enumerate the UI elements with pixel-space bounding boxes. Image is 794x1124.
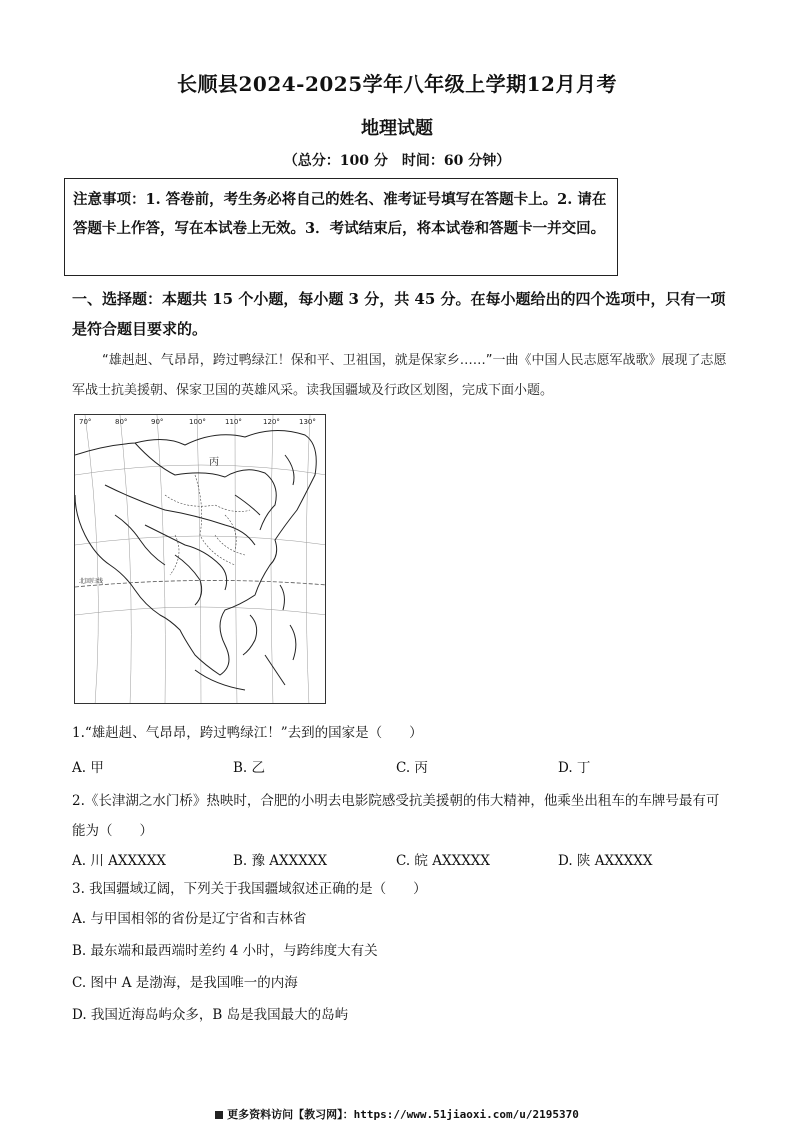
exam-title: 长顺县2024-2025学年八年级上学期12月月考 bbox=[177, 72, 617, 96]
score-time-line: （总分：100 分 时间：60 分钟） bbox=[283, 153, 511, 169]
question-1-option-b[interactable]: B. 乙 bbox=[233, 760, 266, 776]
footer bbox=[0, 1106, 794, 1122]
china-map bbox=[74, 414, 326, 704]
question-2 bbox=[72, 786, 732, 846]
lon-90-label: 90° bbox=[151, 418, 164, 426]
question-2-option-d[interactable]: D. 陕 AXXXXX bbox=[558, 853, 653, 869]
question-1 bbox=[72, 722, 732, 744]
exam-subtitle: 地理试题 bbox=[361, 118, 433, 139]
map-label-bing: 丙 bbox=[209, 457, 219, 468]
map-graphic bbox=[75, 415, 326, 704]
question-2-option-a[interactable]: A. 川 AXXXXX bbox=[72, 853, 166, 869]
section-heading: 一、选择题：本题共 15 个小题，每小题 3 分，共 45 分。在每小题给出的四个选项中，只有一项是符合题目要求的。 bbox=[72, 290, 726, 338]
tropic-label: 北回归线 bbox=[79, 578, 104, 585]
lon-110-label: 110° bbox=[225, 418, 242, 426]
lon-80-label: 80° bbox=[115, 418, 128, 426]
lon-100-label: 100° bbox=[189, 418, 206, 426]
question-3-option-d[interactable]: D. 我国近海岛屿众多，B 岛是我国最大的岛屿 bbox=[72, 1007, 349, 1023]
lon-70-label: 70° bbox=[79, 418, 92, 426]
question-1-option-c[interactable]: C. 丙 bbox=[396, 760, 428, 776]
section-intro: “雄赳赳、气昂昂，跨过鸭绿江！保和平、卫祖国，就是保家乡……”一曲《中国人民志愿军战歌》展现了志愿军战士抗美援朝、保家卫国的英雄风采。读我国疆域及行政区划图，完成下面小题。 bbox=[72, 353, 727, 398]
lon-120-label: 120° bbox=[263, 418, 280, 426]
question-1-option-a[interactable]: A. 甲 bbox=[72, 760, 104, 776]
question-3-stem: 3. 我国疆域辽阔，下列关于我国疆域叙述正确的是（ ） bbox=[72, 881, 427, 897]
question-3-option-a[interactable]: A. 与甲国相邻的省份是辽宁省和吉林省 bbox=[72, 911, 307, 927]
flag-icon bbox=[215, 1111, 223, 1119]
question-1-option-d[interactable]: D. 丁 bbox=[558, 760, 591, 776]
notice-text: 注意事项：1. 答卷前，考生务必将自己的姓名、准考证号填写在答题卡上。2. 请在答题卡上作答，写在本试卷上无效。3．考试结束后，将本试卷和答题卡一并交回。 bbox=[73, 191, 607, 237]
notice-box bbox=[64, 178, 618, 276]
footer-link[interactable]: 更多资料访问【教习网】：https://www.51jiaoxi.com/u/2195370 bbox=[227, 1108, 579, 1121]
question-2-option-c[interactable]: C. 皖 AXXXXX bbox=[396, 853, 491, 869]
question-2-option-b[interactable]: B. 豫 AXXXXX bbox=[233, 853, 328, 869]
lon-130-label: 130° bbox=[299, 418, 316, 426]
question-2-stem: 2.《长津湖之水门桥》热映时，合肥的小明去电影院感受抗美援朝的伟大精神，他乘坐出租车的车牌号最有可能为（ ） bbox=[72, 793, 720, 839]
question-3-option-b[interactable]: B. 最东端和最西端时差约 4 小时，与跨纬度大有关 bbox=[72, 943, 378, 959]
question-1-stem: 1.“雄赳赳、气昂昂，跨过鸭绿江！”去到的国家是（ ） bbox=[72, 725, 423, 741]
question-3-option-c[interactable]: C. 图中 A 是渤海，是我国唯一的内海 bbox=[72, 975, 298, 991]
